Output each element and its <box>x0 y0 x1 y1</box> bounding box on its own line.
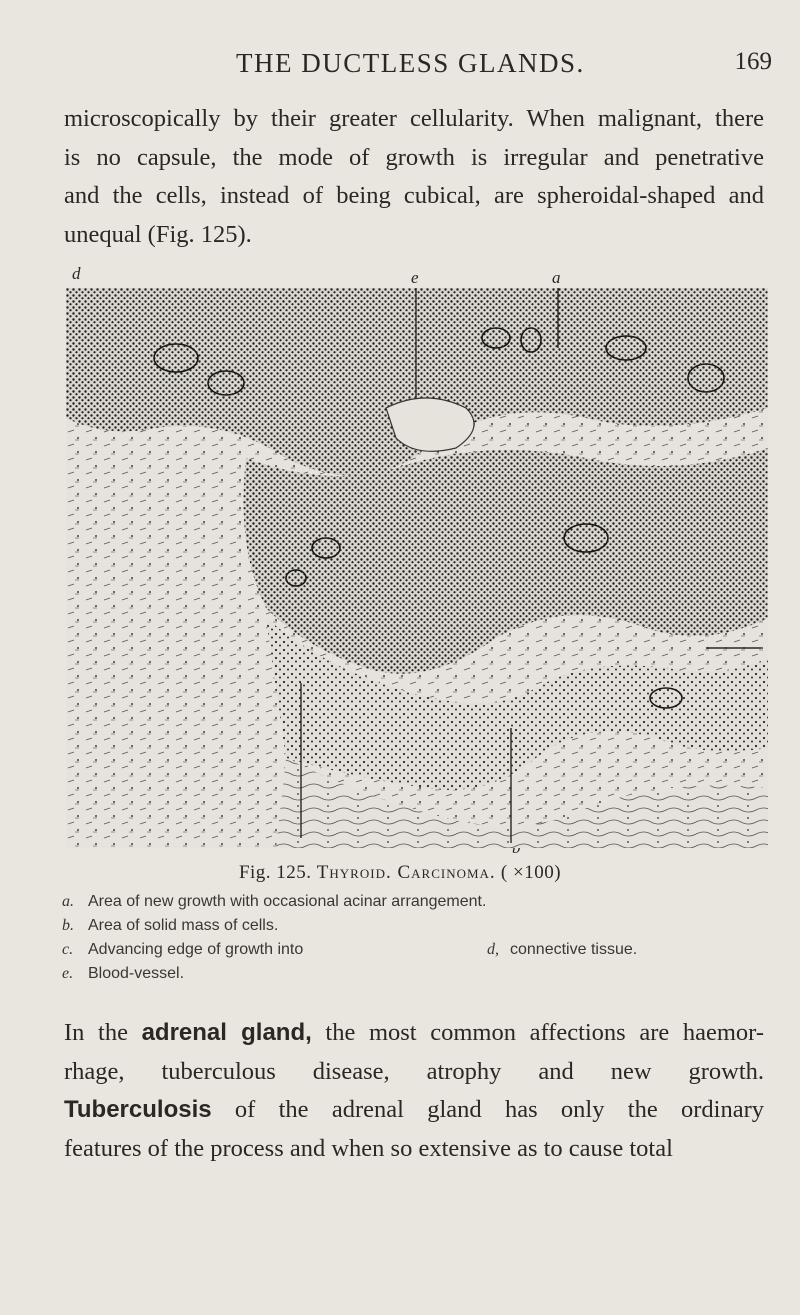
legend-item <box>62 941 762 965</box>
legend-text-secondary: connective tissue. <box>510 941 638 958</box>
caption-magnification: ( ×100) <box>500 862 562 883</box>
text-line: features of the process and when so extensive as to cause total <box>64 1134 673 1162</box>
paragraph-thyroid-malignancy <box>64 100 764 254</box>
page-number: 169 <box>734 48 772 75</box>
histology-illustration <box>66 288 768 848</box>
text-run: of the adrenal gland has only the ordinary <box>211 1096 764 1123</box>
text-line: and the cells, instead of being cubical, are spheroidal-shaped and <box>64 182 764 209</box>
text-run: In the <box>64 1019 142 1046</box>
paragraph-adrenal-gland <box>64 1014 764 1168</box>
text-line <box>64 1091 764 1130</box>
legend-item <box>62 965 762 989</box>
caption-figure-number: Fig. 125. <box>238 862 312 883</box>
text-line: microscopically by their greater cellularity. When malignant, there <box>64 105 764 132</box>
legend-key: a. <box>62 893 74 910</box>
legend-text: Advancing edge of growth into <box>88 941 304 958</box>
legend-key: b. <box>62 917 74 934</box>
figure-letter-e: e <box>411 268 419 287</box>
legend-key-secondary: d, <box>487 941 499 958</box>
legend-item <box>62 893 762 917</box>
figure-caption <box>0 862 800 884</box>
text-line: is no capsule, the mode of growth is irregular and penetrative <box>64 143 764 171</box>
legend-key: c. <box>62 941 74 958</box>
running-head: THE DUCTLESS GLANDS. <box>236 48 585 78</box>
text-line: rhage, tuberculous disease, atrophy and new growth. <box>64 1057 764 1085</box>
page-header <box>0 48 800 88</box>
caption-title: Thyroid. Carcinoma. <box>316 862 496 883</box>
figure-legend <box>62 893 762 989</box>
legend-item <box>62 917 762 941</box>
legend-text: Area of new growth with occasional acinar arrangement. <box>88 893 487 910</box>
figure-letter-d: d <box>72 264 81 283</box>
figure-125-thyroid-carcinoma <box>66 264 768 860</box>
text-run: the most common affections are haemor- <box>311 1019 764 1046</box>
figure-letter-a: a <box>552 268 561 287</box>
legend-text: Blood-vessel. <box>88 965 185 982</box>
legend-key: e. <box>62 965 74 982</box>
text-line <box>64 1014 764 1053</box>
text-line: unequal (Fig. 125). <box>64 220 252 248</box>
legend-text: Area of solid mass of cells. <box>88 917 279 934</box>
term-tuberculosis: Tuberculosis <box>64 1096 212 1123</box>
term-adrenal-gland: adrenal gland, <box>141 1019 312 1046</box>
